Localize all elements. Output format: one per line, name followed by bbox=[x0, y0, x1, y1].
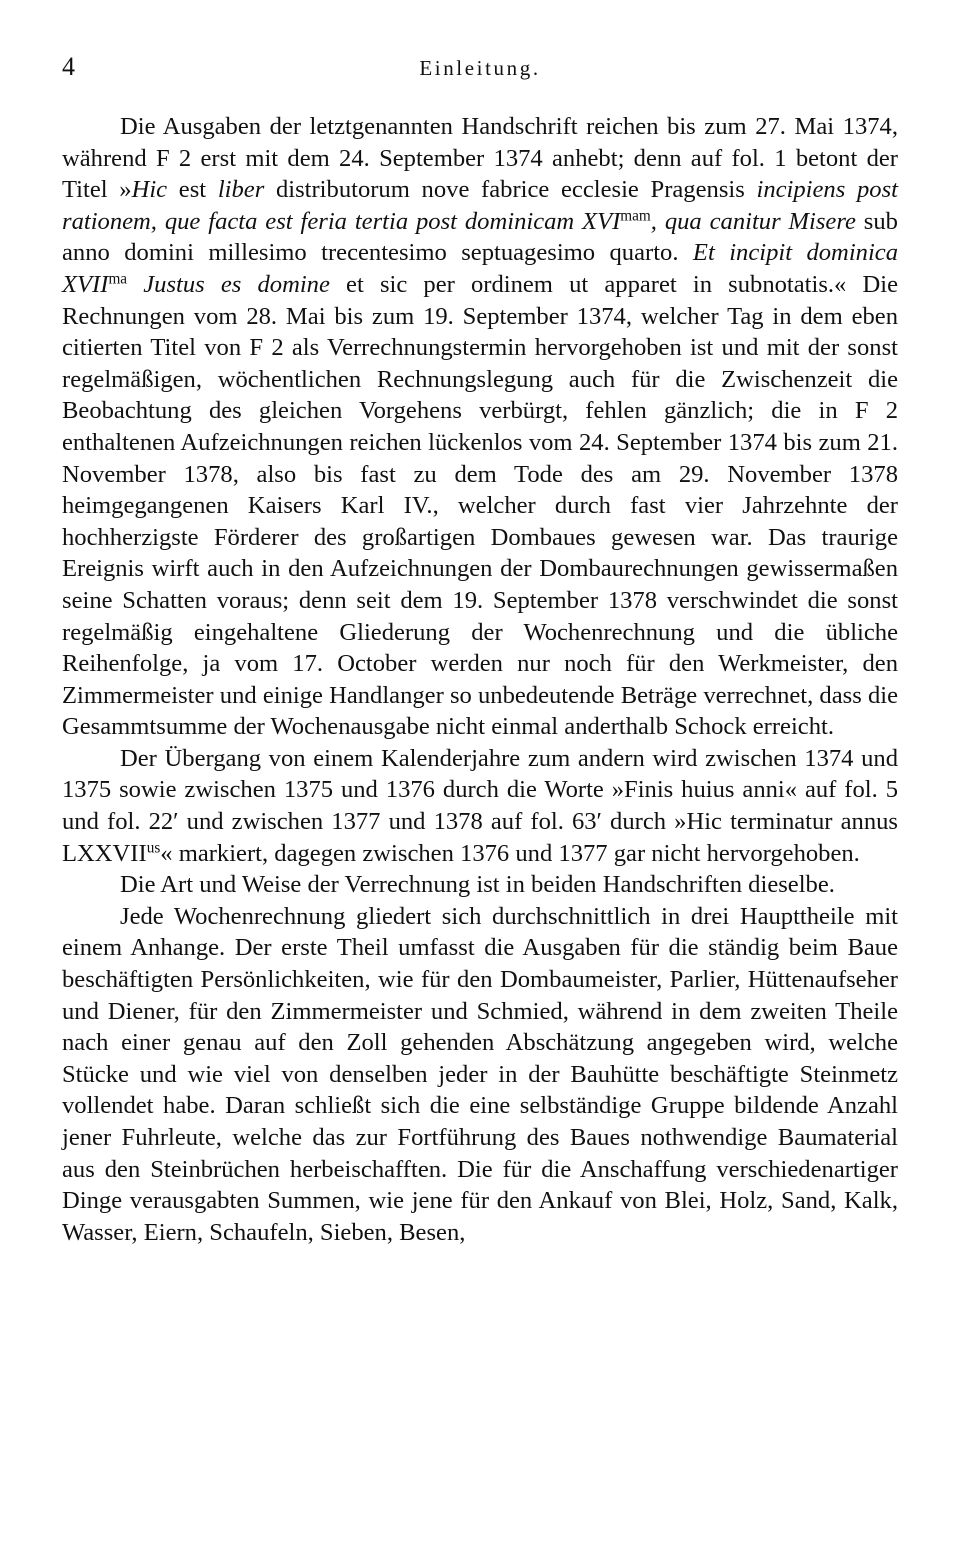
paragraph-4: Jede Wochenrechnung gliedert sich durchschnittlich in drei Haupttheile mit einem Anhange. Der erste Theil umfasst die Ausgaben für die ständig beim Baue beschäftigten Persönlichkeiten, wie für den Dombaumeister, Parlier, Hüttenaufseher und Diener, für den Zimmermeister und Schmied, während in dem zweiten Theile nach einer genau auf den Zoll gehenden Abschätzung angegeben wird, welche Stücke und wie viel von denselben jeder in der Bauhütte beschäftigte Steinmetz vollendet habe. Daran schließt sich die eine selbständige Gruppe bildende Anzahl jener Fuhrleute, welche das zur Fortführung des Baues nothwendige Baumaterial aus den Steinbrüchen herbeischafften. Die für die Anschaffung verschiedenartiger Dinge verausgabten Summen, wie jene für den Ankauf von Blei, Holz, Sand, Kalk, Wasser, Eiern, Schaufeln, Sieben, Besen, bbox=[62, 902, 898, 1246]
latin-quote: liber bbox=[217, 176, 265, 204]
paragraph-1-text: Die Ausgaben der letztgenannten Handschrift reichen bis zum 27. Mai 1374, während F 2 erst mit dem 24. September 1374 anhebt; denn auf fol. 1 betont der Titel » bbox=[62, 113, 898, 204]
page-number: 4 bbox=[62, 52, 75, 81]
book-page bbox=[62, 52, 898, 1248]
latin-quote: Et incipit dominica XVII bbox=[62, 239, 898, 298]
superscript: us bbox=[146, 839, 161, 857]
latin-quote: Hic bbox=[131, 176, 168, 204]
running-head: Einleitung. bbox=[419, 56, 541, 80]
superscript: ma bbox=[108, 270, 128, 288]
paragraph-1-text: distributorum nove fabrice ecclesie Pragensis bbox=[264, 176, 757, 204]
latin-quote: Justus es domine bbox=[127, 270, 330, 298]
paragraph-1-text: est bbox=[167, 176, 218, 204]
latin-quote: incipiens post rationem, que facta est feria tertia post dominicam XVI bbox=[62, 176, 898, 235]
paragraph-2 bbox=[62, 743, 898, 869]
paragraph-1 bbox=[62, 111, 898, 743]
paragraph-2-text: « markiert, dagegen zwischen 1376 und 1377 gar nicht hervorgehoben. bbox=[160, 839, 860, 867]
paragraph-1-text: et sic per ordinem ut apparet in subnotatis.« Die Rechnungen vom 28. Mai bis zum 19. September 1374, welcher Tag in dem eben citierten Titel von F 2 als Verrechnungstermin hervorgehoben ist und mit der sonst regelmäßigen, wöchentlichen Rechnungslegung auch für die Zwischenzeit die Beobachtung des gleichen Vorgehens verbürgt, fehlen gänzlich; die in F 2 enthaltenen Aufzeichnungen reichen lückenlos vom 24. September 1374 bis zum 21. November 1378, also bis fast zu dem Tode des am 29. November 1378 heimgegangenen Kaisers Karl IV., welcher durch fast vier Jahrzehnte der hochherzigste Förderer des großartigen Dombaues gewesen war. Das traurige Ereignis wirft auch in den Aufzeichnungen der Dombaurechnungen gewissermaßen seine Schatten voraus; denn seit dem 19. September 1378 verschwindet die sonst regelmäßig eingehaltene Gliederung der Wochenrechnung und die übliche Reihenfolge, ja vom 17. October werden nur noch für den Werkmeister, den Zimmermeister und einige Handlanger so unbedeutende Beträge verrechnet, dass die Gesammtsumme der Wochenausgabe nicht einmal anderthalb Schock erreicht. bbox=[62, 270, 898, 741]
paragraph-3: Die Art und Weise der Verrechnung ist in beiden Handschriften dieselbe. bbox=[120, 871, 835, 899]
latin-quote: , qua canitur Misere bbox=[650, 207, 856, 235]
paragraph-2-text: Der Übergang von einem Kalenderjahre zum andern wird zwischen 1374 und 1375 sowie zwischen 1375 und 1376 durch die Worte »Finis huius anni« auf fol. 5 und fol. 22′ und zwischen 1377 und 1378 auf fol. 63′ durch »Hic terminatur annus LXXVII bbox=[62, 744, 898, 867]
page-header bbox=[62, 52, 898, 92]
superscript: mam bbox=[620, 207, 651, 225]
paragraph-1-text: sub anno domini millesimo trecentesimo septuagesimo quarto. bbox=[62, 207, 898, 267]
